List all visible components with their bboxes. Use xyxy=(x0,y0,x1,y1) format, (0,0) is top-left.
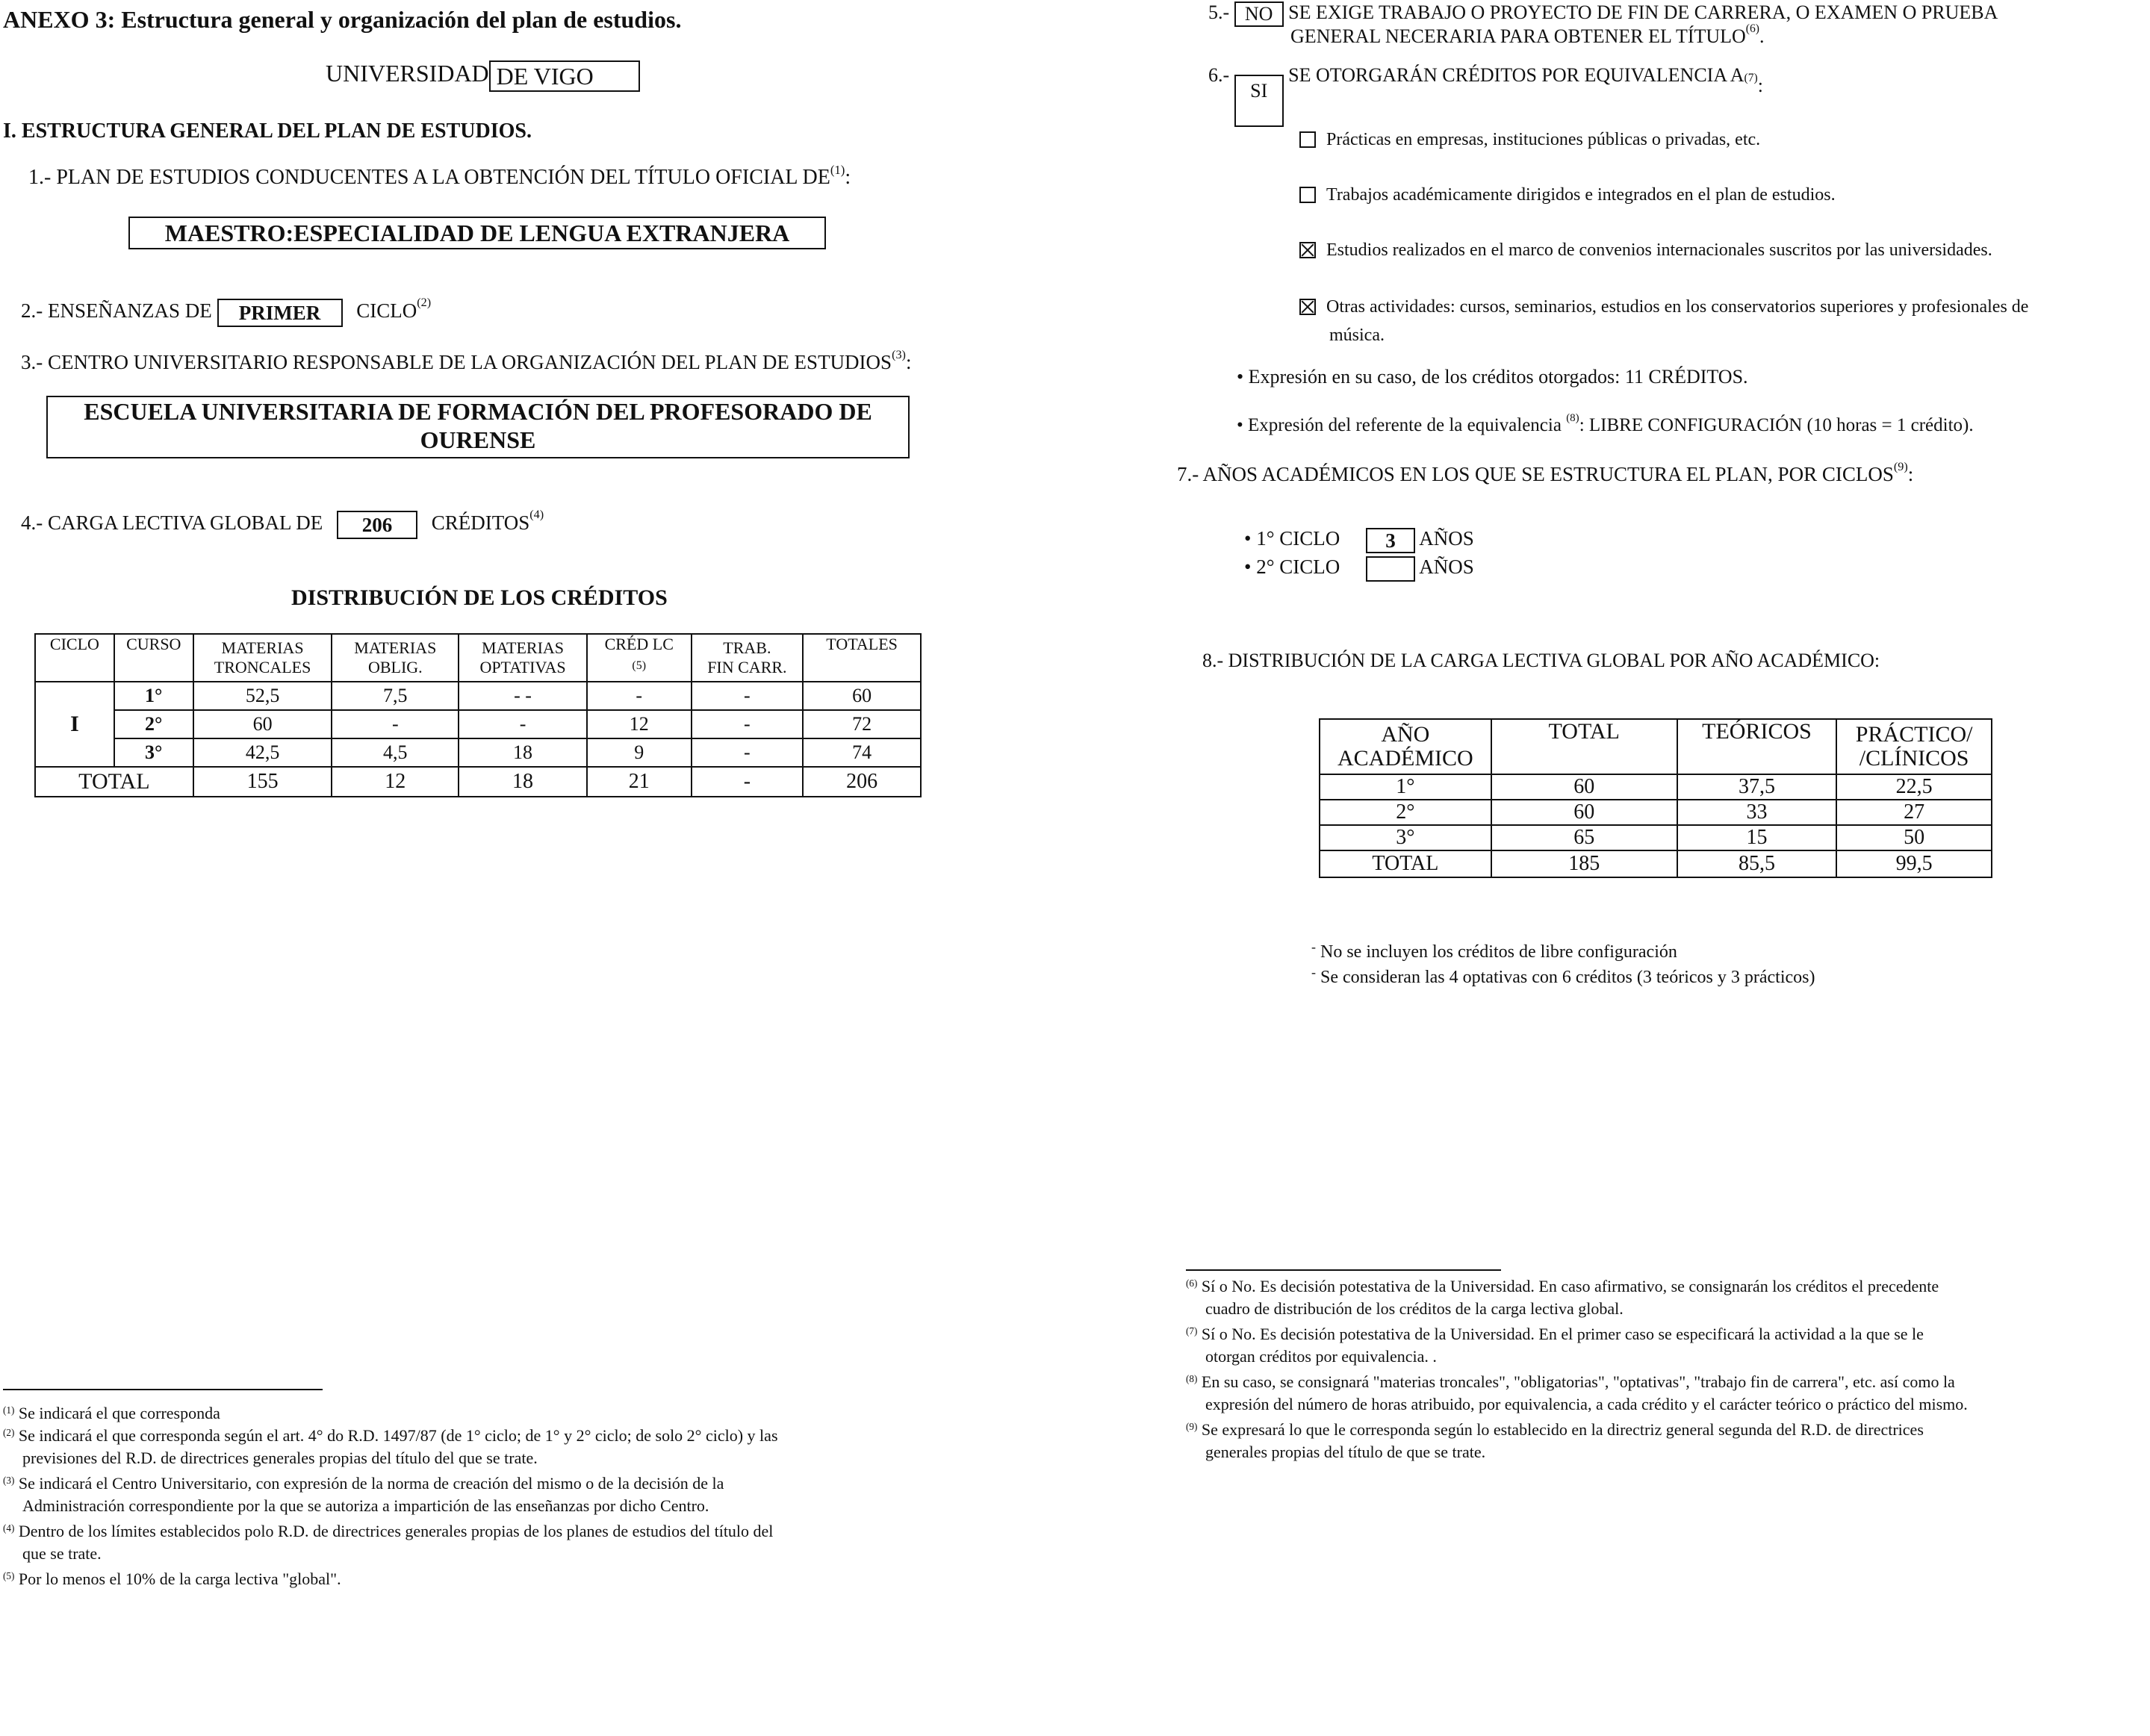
total-oblig-cell: 12 xyxy=(332,767,459,797)
header-optativas: MATERIAS OPTATIVAS xyxy=(459,634,587,682)
item-3-value-line-2: OURENSE xyxy=(420,426,536,453)
table-note-2: - Se consideran las 4 optativas con 6 créditos (3 teóricos y 3 prácticos) xyxy=(1311,965,1815,987)
table-note-1: - No se incluyen los créditos de libre configuración xyxy=(1311,939,1677,962)
footnote-7: $^{(7)}$ Sí o No. Es decisión potestativa de la Universidad. En el primer caso se especificará la actividad a la que se le otorgan créditos por equivalencia. . xyxy=(1186,1325,1924,1366)
item-4: 4.- CARGA LECTIVA GLOBAL DE 206 CRÉDITOS$^{(4)}$ xyxy=(21,511,544,539)
curso-cell: 1° xyxy=(114,682,193,710)
equivalence-option: Estudios realizados en el marco de convenios internacionales suscritos por las universidades. xyxy=(1299,239,1992,261)
header-cred-lc: CRÉD LC (5) xyxy=(587,634,692,682)
table-row xyxy=(35,710,921,738)
curso-cell: 3° xyxy=(114,738,193,767)
item-3-value-box xyxy=(46,396,910,458)
header-curso: CURSO xyxy=(114,634,193,682)
footnote-3: $^{(3)}$ Se indicará el Centro Universitario, con expresión de la norma de creación del mismo o de la decisión de la Administración correspondiente por la que se autoriza a impartición de las enseñanzas por dicho Centro. xyxy=(3,1474,724,1515)
section-title xyxy=(3,119,532,143)
practicos-cell: 27 xyxy=(1836,800,1992,825)
total-cred-lc-cell: 21 xyxy=(587,767,692,797)
ciclo-2-row: • 2° CICLO AÑOS xyxy=(1244,556,1474,582)
footnote-5: $^{(5)}$ Por lo menos el 10% de la carga lectiva "global". xyxy=(3,1569,341,1588)
checkbox-checked-icon xyxy=(1299,242,1316,258)
table-row xyxy=(1320,774,1992,800)
optativas-cell: - - xyxy=(459,682,587,710)
header-troncales: MATERIAS TRONCALES xyxy=(193,634,332,682)
year-cell: 1° xyxy=(1320,774,1491,800)
university-label: UNIVERSIDAD xyxy=(326,60,489,87)
totales-cell: 74 xyxy=(803,738,921,767)
item-5-value-box: NO xyxy=(1234,1,1284,27)
item-6: 6.- SI SE OTORGARÁN CRÉDITOS POR EQUIVALENCIA $A^{(7)}$: xyxy=(1208,75,1763,127)
footnote-1: $^{(1)}$ Se indicará el que corresponda xyxy=(3,1404,220,1422)
header-practicos: PRÁCTICO/ /CLÍNICOS xyxy=(1836,719,1992,774)
item-6-value-box: SI xyxy=(1234,75,1284,127)
footnote-4: $^{(4)}$ Dentro de los límites establecidos polo R.D. de directrices generales propias de los planes de estudios del título del que se trate. xyxy=(3,1522,774,1563)
totales-cell: 72 xyxy=(803,710,921,738)
header-oblig: MATERIAS OBLIG. xyxy=(332,634,459,682)
item-5-text-line-1: SE EXIGE TRABAJO O PROYECTO DE FIN DE CARRERA, O EXAMEN O PRUEBA xyxy=(1288,1,1998,23)
cred-lc-cell: 12 xyxy=(587,710,692,738)
table-row xyxy=(35,682,921,710)
item-1-label: 1.- PLAN DE ESTUDIOS CONDUCENTES A LA OBTENCIÓN DEL TÍTULO OFICIAL DE$^{(1)}$: xyxy=(28,163,851,189)
footnote-rule-left xyxy=(3,1389,323,1390)
totales-cell: 60 xyxy=(803,682,921,710)
table-row xyxy=(35,738,921,767)
checkbox-checked-icon xyxy=(1299,299,1316,315)
checkbox-unchecked-icon xyxy=(1299,131,1316,148)
footnote-6: $^{(6)}$ Sí o No. Es decisión potestativa de la Universidad. En caso afirmativo, se consignarán los créditos el precedente cuadro de distribución de los créditos de la carga lectiva global. xyxy=(1186,1277,1939,1318)
trab-cell: - xyxy=(692,682,804,710)
practicos-cell: 22,5 xyxy=(1836,774,1992,800)
header-total: TOTAL xyxy=(1491,719,1677,774)
total-trab-cell: - xyxy=(692,767,804,797)
total-optativas-cell: 18 xyxy=(459,767,587,797)
footnote-9: $^{(9)}$ Se expresará lo que le corresponda según lo establecido en la directriz general segunda del R.D. de directrices generales propias del título de que se trate. xyxy=(1186,1420,1924,1461)
total-practicos-cell: 99,5 xyxy=(1836,850,1992,877)
trab-cell: - xyxy=(692,710,804,738)
optativas-cell: 18 xyxy=(459,738,587,767)
teoricos-cell: 15 xyxy=(1677,825,1837,850)
troncales-cell: 52,5 xyxy=(193,682,332,710)
year-cell: 2° xyxy=(1320,800,1491,825)
distribution-title: DISTRIBUCIÓN DE LOS CRÉDITOS xyxy=(291,585,668,610)
cred-lc-cell: - xyxy=(587,682,692,710)
optativas-cell: - xyxy=(459,710,587,738)
item-1-value-box: MAESTRO:ESPECIALIDAD DE LENGUA EXTRANJERA xyxy=(128,217,826,249)
item-2: 2.- ENSEÑANZAS DE PRIMER CICLO$^{(2)}$ xyxy=(21,299,431,327)
table-total-row xyxy=(35,767,921,797)
table-row xyxy=(1320,800,1992,825)
item-3-label: 3.- CENTRO UNIVERSITARIO RESPONSABLE DE LA ORGANIZACIÓN DEL PLAN DE ESTUDIOS$^{(3)}$: xyxy=(21,348,912,373)
header-teoricos: TEÓRICOS xyxy=(1677,719,1837,774)
ciclo-1-value-box: 3 xyxy=(1366,528,1415,553)
troncales-cell: 60 xyxy=(193,710,332,738)
checkbox-unchecked-icon xyxy=(1299,187,1316,203)
curso-cell: 2° xyxy=(114,710,193,738)
item-5: 5.- NO SE EXIGE TRABAJO O PROYECTO DE FIN DE CARRERA, O EXAMEN O PRUEBA xyxy=(1208,0,1998,27)
oblig-cell: 4,5 xyxy=(332,738,459,767)
document-header: ANEXO 3: Estructura general y organización del plan de estudios. xyxy=(3,6,682,33)
oblig-cell: - xyxy=(332,710,459,738)
total-totales-cell: 206 xyxy=(803,767,921,797)
item-5-line-2: GENERAL NECERARIA PARA OBTENER EL TÍTULO$^{(6)}$. xyxy=(1290,22,1765,47)
ciclo-cell: I xyxy=(35,682,114,767)
total-cell: 65 xyxy=(1491,825,1677,850)
header-ciclo: CICLO xyxy=(35,634,114,682)
total-cell: 60 xyxy=(1491,800,1677,825)
header-ano-academico: AÑO ACADÉMICO xyxy=(1320,719,1491,774)
year-cell: 3° xyxy=(1320,825,1491,850)
year-table-total-row xyxy=(1320,850,1992,877)
header-totales: TOTALES xyxy=(803,634,921,682)
section-heading: ESTRUCTURA GENERAL DEL PLAN DE ESTUDIOS. xyxy=(21,119,532,143)
distribution-table xyxy=(34,633,922,797)
item-4-value-box: 206 xyxy=(337,511,417,539)
equivalence-option: Otras actividades: cursos, seminarios, estudios en los conservatorios superiores y profesionales de música. xyxy=(1299,293,2028,349)
total-label-cell: TOTAL xyxy=(1320,850,1491,877)
section-numeral: I. xyxy=(3,119,16,143)
footnote-8: $^{(8)}$ En su caso, se consignará "materias troncales", "obligatorias", "optativas", "trabajo fin de carrera", etc. así como la expresión del número de horas atribuido, por equivalencia, a cada crédito y el carácter teórico o práctico del mismo. xyxy=(1186,1372,1968,1413)
distribution-table-header xyxy=(35,634,921,682)
ciclo-1-row: • 1° CICLO 3 AÑOS xyxy=(1244,527,1474,552)
year-table-header xyxy=(1320,719,1992,774)
university-field xyxy=(326,60,640,92)
equivalence-option: Trabajos académicamente dirigidos e integrados en el plan de estudios. xyxy=(1299,184,1836,205)
university-value-box: DE VIGO xyxy=(489,60,640,92)
practicos-cell: 50 xyxy=(1836,825,1992,850)
total-cell: 60 xyxy=(1491,774,1677,800)
item-2-value-box: PRIMER xyxy=(217,299,343,327)
bullet-credits: • Expresión en su caso, de los créditos otorgados: 11 CRÉDITOS. xyxy=(1237,366,1748,388)
header-trab: TRAB. FIN CARR. xyxy=(692,634,804,682)
total-label-cell: TOTAL xyxy=(35,767,193,797)
total-total-cell: 185 xyxy=(1491,850,1677,877)
year-distribution-table xyxy=(1319,718,1992,878)
trab-cell: - xyxy=(692,738,804,767)
ciclo-2-value-box xyxy=(1366,556,1415,582)
bullet-equivalence: • Expresión del referente de la equivalencia $^{(8)}$: LIBRE CONFIGURACIÓN (10 horas = 1 crédito). xyxy=(1237,412,1974,435)
troncales-cell: 42,5 xyxy=(193,738,332,767)
teoricos-cell: 33 xyxy=(1677,800,1837,825)
table-row xyxy=(1320,825,1992,850)
footnote-2: $^{(2)}$ Se indicará el que corresponda según el art. 4° do R.D. 1497/87 (de 1° ciclo; de 1° y 2° ciclo; de solo 2° ciclo) y las previsiones del R.D. de directrices generales propias del título del que se trate. xyxy=(3,1426,778,1467)
oblig-cell: 7,5 xyxy=(332,682,459,710)
item-3-value-line-1: ESCUELA UNIVERSITARIA DE FORMACIÓN DEL PROFESORADO DE xyxy=(84,398,872,425)
cred-lc-cell: 9 xyxy=(587,738,692,767)
total-teoricos-cell: 85,5 xyxy=(1677,850,1837,877)
footnote-rule-right xyxy=(1186,1269,1501,1271)
item-8: 8.- DISTRIBUCIÓN DE LA CARGA LECTIVA GLOBAL POR AÑO ACADÉMICO: xyxy=(1202,650,1880,671)
equivalence-option: Prácticas en empresas, instituciones públicas o privadas, etc. xyxy=(1299,128,1760,150)
total-troncales-cell: 155 xyxy=(193,767,332,797)
item-7: 7.- AÑOS ACADÉMICOS EN LOS QUE SE ESTRUCTURA EL PLAN, POR CICLOS$^{(9)}$: xyxy=(1177,460,1914,485)
teoricos-cell: 37,5 xyxy=(1677,774,1837,800)
